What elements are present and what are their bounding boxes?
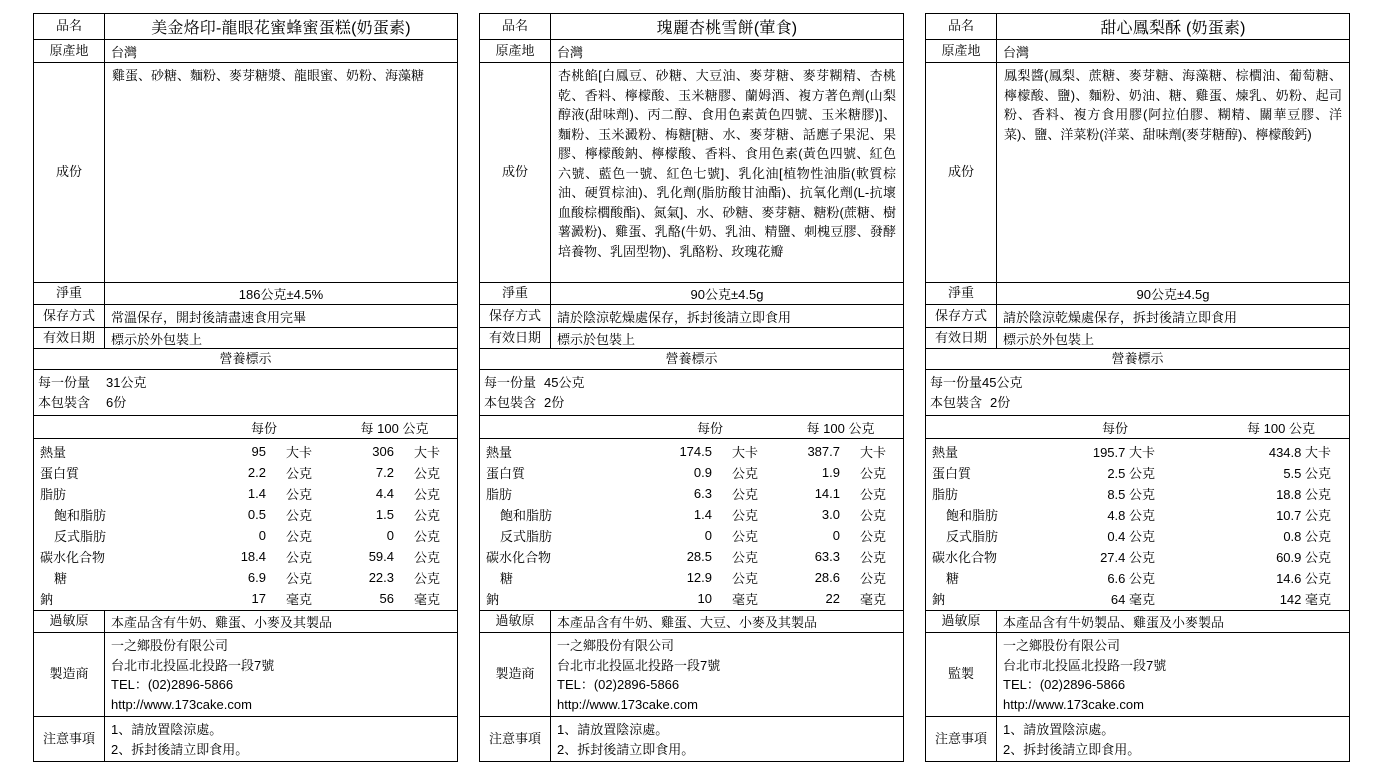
per-serving-unit: 公克 <box>286 550 313 565</box>
nutrition-row <box>40 588 451 609</box>
per-100g-value: 14.1 <box>814 486 840 501</box>
per-100g-unit: 大卡 <box>860 445 887 460</box>
nutrient-name: 蛋白質 <box>486 466 526 481</box>
nutrient-name: 脂肪 <box>486 487 513 502</box>
nutrition-rows <box>34 439 457 611</box>
per-100g-value: 1.9 <box>821 465 840 480</box>
nutrient-name: 脂肪 <box>932 487 959 502</box>
nutrient-name: 反式脂肪 <box>500 529 553 544</box>
serving-size-label: 每一份量 <box>484 375 537 390</box>
manufacturer-phone: TEL：(02)2896-5866 <box>111 677 234 692</box>
expiry-row <box>34 328 457 349</box>
net-weight-row <box>926 283 1349 305</box>
per-100g-value: 7.2 <box>375 465 394 480</box>
per-serving-value: 18.4 <box>240 549 266 564</box>
per-100g-value: 22.3 <box>368 570 394 585</box>
per-serving-unit: 公克 <box>286 529 313 544</box>
per-100g-unit: 大卡 <box>414 445 441 460</box>
notes-row <box>34 717 457 761</box>
manufacturer-company: 一之鄉股份有限公司 <box>557 638 675 653</box>
field-label-net-weight: 淨重 <box>926 283 997 304</box>
per-100g-value: 18.8 公克 <box>1276 487 1331 502</box>
net-weight-value: 90公克±4.5g <box>690 287 764 302</box>
nutrition-row <box>486 546 897 567</box>
allergen-row <box>34 611 457 633</box>
field-label-allergen: 過敏原 <box>34 611 105 632</box>
per-serving-unit: 公克 <box>286 466 313 481</box>
ingredients-value: 雞蛋、砂糖、麵粉、麥芽糖漿、龍眼蜜、奶粉、海藻糖 <box>112 68 425 83</box>
nutrition-row <box>486 441 897 462</box>
expiry-row <box>480 328 903 349</box>
origin-value: 台灣 <box>111 44 138 60</box>
manufacturer-phone: TEL：(02)2896-5866 <box>1003 677 1126 692</box>
field-label-storage: 保存方式 <box>926 305 997 327</box>
field-label-manufacturer: 製造商 <box>34 633 105 716</box>
field-label-manufacturer: 製造商 <box>480 633 551 716</box>
per-100g-value: 3.0 <box>821 507 840 522</box>
manufacturer-address: 台北市北投區北投路一段7號 <box>557 657 721 673</box>
nutrient-name: 碳水化合物 <box>40 550 106 565</box>
field-label-allergen: 過敏原 <box>480 611 551 632</box>
per-serving-value: 6.9 <box>247 570 266 585</box>
per-serving-value: 1.4 <box>247 486 266 501</box>
per-serving-value: 1.4 <box>693 507 712 522</box>
per-serving-value: 2.2 <box>247 465 266 480</box>
note-line: 2、拆封後請立即食用。 <box>111 741 249 757</box>
notes-value <box>105 717 457 761</box>
per-serving-unit: 大卡 <box>286 445 313 460</box>
field-label-net-weight: 淨重 <box>34 283 105 304</box>
origin-value: 台灣 <box>1003 44 1030 60</box>
nutrition-row <box>932 546 1343 567</box>
per-serving-value: 0 <box>704 528 712 543</box>
per-serving-value: 2.5 公克 <box>1107 466 1155 481</box>
per-100g-unit: 公克 <box>860 487 887 502</box>
field-label-storage: 保存方式 <box>34 305 105 327</box>
nutrition-row <box>40 441 451 462</box>
field-label-origin: 原產地 <box>34 40 105 62</box>
origin-row <box>34 40 457 63</box>
nutrient-name: 碳水化合物 <box>932 550 998 565</box>
per-serving-unit: 毫克 <box>732 592 759 607</box>
per-100g-unit: 毫克 <box>860 592 887 607</box>
nutrition-row <box>932 588 1343 609</box>
per-100g-value: 434.8 大卡 <box>1268 445 1331 460</box>
per-100g-unit: 公克 <box>860 508 887 523</box>
nutrition-row <box>486 567 897 588</box>
per-serving-value: 27.4 公克 <box>1100 550 1155 565</box>
nutrition-row <box>40 504 451 525</box>
per-100g-value: 142 毫克 <box>1279 592 1331 607</box>
per-100g-value: 60.9 公克 <box>1276 550 1331 565</box>
field-label-expiry: 有效日期 <box>34 328 105 348</box>
field-label-notes: 注意事項 <box>34 717 105 761</box>
per-serving-unit: 公克 <box>732 529 759 544</box>
per-100g-unit: 公克 <box>414 487 441 502</box>
nutrition-rows <box>926 439 1349 611</box>
serving-size-value: 45公克 <box>544 375 585 390</box>
field-label-expiry: 有效日期 <box>926 328 997 348</box>
per-serving-value: 8.5 公克 <box>1107 487 1155 502</box>
note-line: 1、請放置陰涼處。 <box>111 722 223 737</box>
serving-size-label: 每一份量 <box>930 375 983 390</box>
storage-value: 常溫保存，開封後請盡速食用完畢 <box>111 309 307 325</box>
expiry-value: 標示於包裝上 <box>557 331 636 347</box>
note-line: 1、請放置陰涼處。 <box>557 722 669 737</box>
field-label-allergen: 過敏原 <box>926 611 997 632</box>
per-100g-value: 59.4 <box>368 549 394 564</box>
manufacturer-website: http://www.173cake.com <box>111 696 252 712</box>
nutrient-name: 熱量 <box>40 445 67 460</box>
per-100g-unit: 公克 <box>860 529 887 544</box>
per-serving-unit: 公克 <box>732 466 759 481</box>
per-100g-value: 5.5 公克 <box>1283 466 1331 481</box>
per-serving-value: 195.7 大卡 <box>1092 445 1155 460</box>
manufacturer-website: http://www.173cake.com <box>1003 696 1144 712</box>
nutrient-name: 糖 <box>946 571 960 586</box>
per-serving-header: 每份 <box>250 420 277 436</box>
storage-value: 請於陰涼乾燥處保存，拆封後請立即食用 <box>557 309 792 325</box>
servings-per-pack-value: 2份 <box>544 395 565 410</box>
nutrient-name: 碳水化合物 <box>486 550 552 565</box>
serving-info <box>480 370 903 416</box>
ingredients-value: 鳳梨醬(鳳梨、蔗糖、麥芽糖、海藻糖、棕櫚油、葡萄糖、檸檬酸、鹽)、麵粉、奶油、糖、雞蛋、煉乳、奶粉、起司粉、香料、複方食用膠(阿拉伯膠、糊精、關華豆膠、洋菜)、鹽、洋菜粉(洋菜、甜味劑(麥芽糖醇)、檸檬酸鈣) <box>1004 68 1342 142</box>
field-label-origin: 原產地 <box>926 40 997 62</box>
serving-info <box>926 370 1349 416</box>
allergen-row <box>480 611 903 633</box>
storage-row <box>480 305 903 328</box>
manufacturer-value <box>551 633 903 716</box>
allergen-value: 本產品含有牛奶、雞蛋、大豆、小麥及其製品 <box>557 615 818 630</box>
origin-value: 台灣 <box>557 44 584 60</box>
storage-row <box>34 305 457 328</box>
product-name-row <box>480 14 903 40</box>
nutrition-row <box>40 483 451 504</box>
per-serving-unit: 公克 <box>732 487 759 502</box>
manufacturer-company: 一之鄉股份有限公司 <box>111 638 229 653</box>
supervisor-row <box>926 633 1349 717</box>
field-label-ingredients: 成份 <box>34 63 105 282</box>
nutrition-row <box>40 525 451 546</box>
nutrition-row <box>40 546 451 567</box>
per-serving-value: 174.5 <box>679 444 712 459</box>
nutrition-row <box>932 525 1343 546</box>
field-label-supervisor: 監製 <box>926 633 997 716</box>
field-label-ingredients: 成份 <box>926 63 997 282</box>
manufacturer-row <box>480 633 903 717</box>
nutrient-name: 反式脂肪 <box>54 529 107 544</box>
per-serving-value: 0.9 <box>693 465 712 480</box>
nutrient-name: 脂肪 <box>40 487 67 502</box>
per-100g-unit: 毫克 <box>414 592 441 607</box>
nutrient-name: 熱量 <box>932 445 959 460</box>
nutrient-name: 鈉 <box>486 592 500 607</box>
per-serving-value: 28.5 <box>686 549 712 564</box>
serving-size-label: 每一份量 <box>38 375 91 390</box>
per-100g-value: 56 <box>379 591 394 606</box>
per-100g-unit: 公克 <box>414 508 441 523</box>
servings-per-pack-value: 6份 <box>106 395 127 410</box>
net-weight-value: 90公克±4.5g <box>1136 287 1210 302</box>
per-serving-value: 64 毫克 <box>1110 592 1155 607</box>
per-serving-value: 95 <box>251 444 266 459</box>
per-100g-value: 22 <box>825 591 840 606</box>
per-100g-header: 每 100 公克 <box>360 420 429 436</box>
nutrient-name: 熱量 <box>486 445 513 460</box>
per-100g-value: 10.7 公克 <box>1276 508 1331 523</box>
per-100g-value: 0 <box>386 528 394 543</box>
per-serving-value: 0.4 公克 <box>1107 529 1155 544</box>
nutrient-name: 鈉 <box>40 592 54 607</box>
per-100g-header: 每 100 公克 <box>1247 420 1315 436</box>
notes-value <box>551 717 903 761</box>
per-serving-unit: 大卡 <box>732 445 759 460</box>
per-100g-unit: 公克 <box>860 466 887 481</box>
per-100g-value: 387.7 <box>807 444 840 459</box>
nutrient-name: 蛋白質 <box>40 466 80 481</box>
net-weight-row <box>34 283 457 305</box>
field-label-product-name: 品名 <box>926 14 997 39</box>
servings-per-pack-label: 本包裝含 <box>930 395 983 410</box>
supervisor-value <box>997 633 1349 716</box>
expiry-row <box>926 328 1349 349</box>
per-serving-value: 10 <box>697 591 712 606</box>
serving-size-line <box>38 373 453 393</box>
nutrient-name: 糖 <box>54 571 68 586</box>
per-serving-value: 6.6 公克 <box>1107 571 1155 586</box>
per-100g-value: 63.3 <box>814 549 840 564</box>
manufacturer-website: http://www.173cake.com <box>557 696 698 712</box>
servings-per-pack-label: 本包裝含 <box>484 395 537 410</box>
field-label-origin: 原產地 <box>480 40 551 62</box>
allergen-value: 本產品含有牛奶、雞蛋、小麥及其製品 <box>111 615 333 630</box>
product-name-row <box>34 14 457 40</box>
per-100g-unit: 公克 <box>414 529 441 544</box>
field-label-expiry: 有效日期 <box>480 328 551 348</box>
notes-row <box>926 717 1349 761</box>
allergen-value: 本產品含有牛奶製品、雞蛋及小麥製品 <box>1003 615 1225 630</box>
manufacturer-value <box>105 633 457 716</box>
field-label-storage: 保存方式 <box>480 305 551 327</box>
per-100g-unit: 公克 <box>860 571 887 586</box>
servings-per-pack-line <box>930 393 1345 413</box>
notes-row <box>480 717 903 761</box>
per-serving-unit: 公克 <box>286 508 313 523</box>
per-serving-value: 12.9 <box>686 570 712 585</box>
expiry-value: 標示於外包裝上 <box>111 331 203 347</box>
per-serving-value: 0.5 <box>247 507 266 522</box>
manufacturer-phone: TEL：(02)2896-5866 <box>557 677 680 692</box>
nutrition-row <box>932 462 1343 483</box>
per-serving-value: 17 <box>251 591 266 606</box>
per-100g-unit: 公克 <box>414 466 441 481</box>
serving-size-line <box>484 373 899 393</box>
nutrition-rows <box>480 439 903 611</box>
per-100g-value: 4.4 <box>375 486 394 501</box>
product-name-row <box>926 14 1349 40</box>
nutrition-row <box>932 567 1343 588</box>
field-label-product-name: 品名 <box>34 14 105 39</box>
nutrient-name: 飽和脂肪 <box>54 508 107 523</box>
nutrient-name: 蛋白質 <box>932 466 972 481</box>
manufacturer-address: 台北市北投區北投路一段7號 <box>111 657 275 673</box>
allergen-row <box>926 611 1349 633</box>
servings-per-pack-line <box>38 393 453 413</box>
manufacturer-address: 台北市北投區北投路一段7號 <box>1003 657 1167 673</box>
ingredients-row <box>480 63 903 283</box>
per-100g-value: 0 <box>832 528 840 543</box>
nutrient-name: 反式脂肪 <box>946 529 999 544</box>
nutrient-name: 飽和脂肪 <box>500 508 553 523</box>
per-serving-unit: 公克 <box>286 571 313 586</box>
origin-row <box>926 40 1349 63</box>
per-serving-header: 每份 <box>1101 420 1128 436</box>
nutrient-name: 鈉 <box>932 592 946 607</box>
field-label-net-weight: 淨重 <box>480 283 551 304</box>
nutrition-column-headers <box>480 416 903 439</box>
per-100g-value: 28.6 <box>814 570 840 585</box>
product-table-pineapple-cake <box>925 13 1350 762</box>
per-100g-value: 1.5 <box>375 507 394 522</box>
per-serving-header: 每份 <box>696 420 723 436</box>
nutrition-row <box>932 483 1343 504</box>
nutrition-row <box>40 567 451 588</box>
per-100g-header: 每 100 公克 <box>806 420 875 436</box>
nutrition-row <box>40 462 451 483</box>
nutrition-title: 營養標示 <box>480 349 903 370</box>
manufacturer-company: 一之鄉股份有限公司 <box>1003 638 1121 653</box>
note-line: 1、請放置陰涼處。 <box>1003 722 1115 737</box>
nutrition-row <box>486 462 897 483</box>
nutrition-row <box>486 483 897 504</box>
nutrition-row <box>486 525 897 546</box>
product-name: 瑰麗杏桃雪餅(葷食) <box>656 20 798 37</box>
nutrition-row <box>486 504 897 525</box>
nutrition-title: 營養標示 <box>34 349 457 370</box>
net-weight-row <box>480 283 903 305</box>
serving-info <box>34 370 457 416</box>
expiry-value: 標示於外包裝上 <box>1003 331 1095 347</box>
per-serving-unit: 公克 <box>732 508 759 523</box>
field-label-ingredients: 成份 <box>480 63 551 282</box>
serving-size-value: 31公克 <box>106 375 147 390</box>
per-100g-unit: 公克 <box>414 571 441 586</box>
per-serving-value: 6.3 <box>693 486 712 501</box>
servings-per-pack-line <box>484 393 899 413</box>
nutrition-title: 營養標示 <box>926 349 1349 370</box>
product-table-apricot-snow-cracker <box>479 13 904 762</box>
nutrient-name: 糖 <box>500 571 514 586</box>
product-name: 美金烙印-龍眼花蜜蜂蜜蛋糕(奶蛋素) <box>151 20 411 37</box>
per-100g-unit: 公克 <box>414 550 441 565</box>
ingredients-row <box>926 63 1349 283</box>
nutrient-name: 飽和脂肪 <box>946 508 999 523</box>
servings-per-pack-label: 本包裝含 <box>38 395 91 410</box>
nutrition-column-headers <box>926 416 1349 439</box>
field-label-product-name: 品名 <box>480 14 551 39</box>
net-weight-value: 186公克±4.5% <box>238 287 324 302</box>
serving-size-line <box>930 373 1345 393</box>
nutrition-row <box>932 441 1343 462</box>
per-serving-unit: 公克 <box>732 571 759 586</box>
per-100g-value: 0.8 公克 <box>1283 529 1331 544</box>
origin-row <box>480 40 903 63</box>
manufacturer-row <box>34 633 457 717</box>
nutrition-row <box>932 504 1343 525</box>
nutrition-column-headers <box>34 416 457 439</box>
per-100g-value: 306 <box>372 444 394 459</box>
product-table-honey-cake <box>33 13 458 762</box>
per-100g-value: 14.6 公克 <box>1276 571 1331 586</box>
storage-row <box>926 305 1349 328</box>
per-serving-value: 0 <box>258 528 266 543</box>
field-label-notes: 注意事項 <box>480 717 551 761</box>
note-line: 2、拆封後請立即食用。 <box>557 741 695 757</box>
notes-value <box>997 717 1349 761</box>
field-label-notes: 注意事項 <box>926 717 997 761</box>
ingredients-row <box>34 63 457 283</box>
per-serving-unit: 公克 <box>286 487 313 502</box>
product-name: 甜心鳳梨酥 (奶蛋素) <box>1100 20 1246 37</box>
per-serving-value: 4.8 公克 <box>1107 508 1155 523</box>
serving-size-value: 45公克 <box>982 375 1023 390</box>
per-serving-unit: 毫克 <box>286 592 313 607</box>
ingredients-value: 杏桃餡[白鳳豆、砂糖、大豆油、麥芽糖、麥芽糊精、杏桃乾、香料、檸檬酸、玉米糖膠、蘭姆酒、複方著色劑(山梨醇液(甜味劑)、丙二醇、食用色素黃色四號、玉米糖膠)]、麵粉、玉米澱粉、梅糖[糖、水、麥芽糖、話應子果泥、果膠、檸檬酸鈉、檸檬酸、香料、食用色素(黃色四號、紅色六號、藍色一號、紅色七號]、乳化油[植物性油脂(軟質棕油、硬質棕油)、乳化劑(脂肪酸甘油酯)、抗氧化劑(L-抗壞血酸棕櫚酸酯)、氮氣]、水、砂糖、麥芽糖、糖粉(蔗糖、樹薯澱粉)、雞蛋、乳酪(牛奶、乳油、精鹽、刺槐豆膠、發酵培養物、乳固型物)、乳酪粉、玫瑰花瓣 <box>558 68 896 259</box>
note-line: 2、拆封後請立即食用。 <box>1003 741 1141 757</box>
storage-value: 請於陰涼乾燥處保存，拆封後請立即食用 <box>1003 309 1238 325</box>
per-serving-unit: 公克 <box>732 550 759 565</box>
servings-per-pack-value: 2份 <box>990 395 1011 410</box>
per-100g-unit: 公克 <box>860 550 887 565</box>
nutrition-row <box>486 588 897 609</box>
